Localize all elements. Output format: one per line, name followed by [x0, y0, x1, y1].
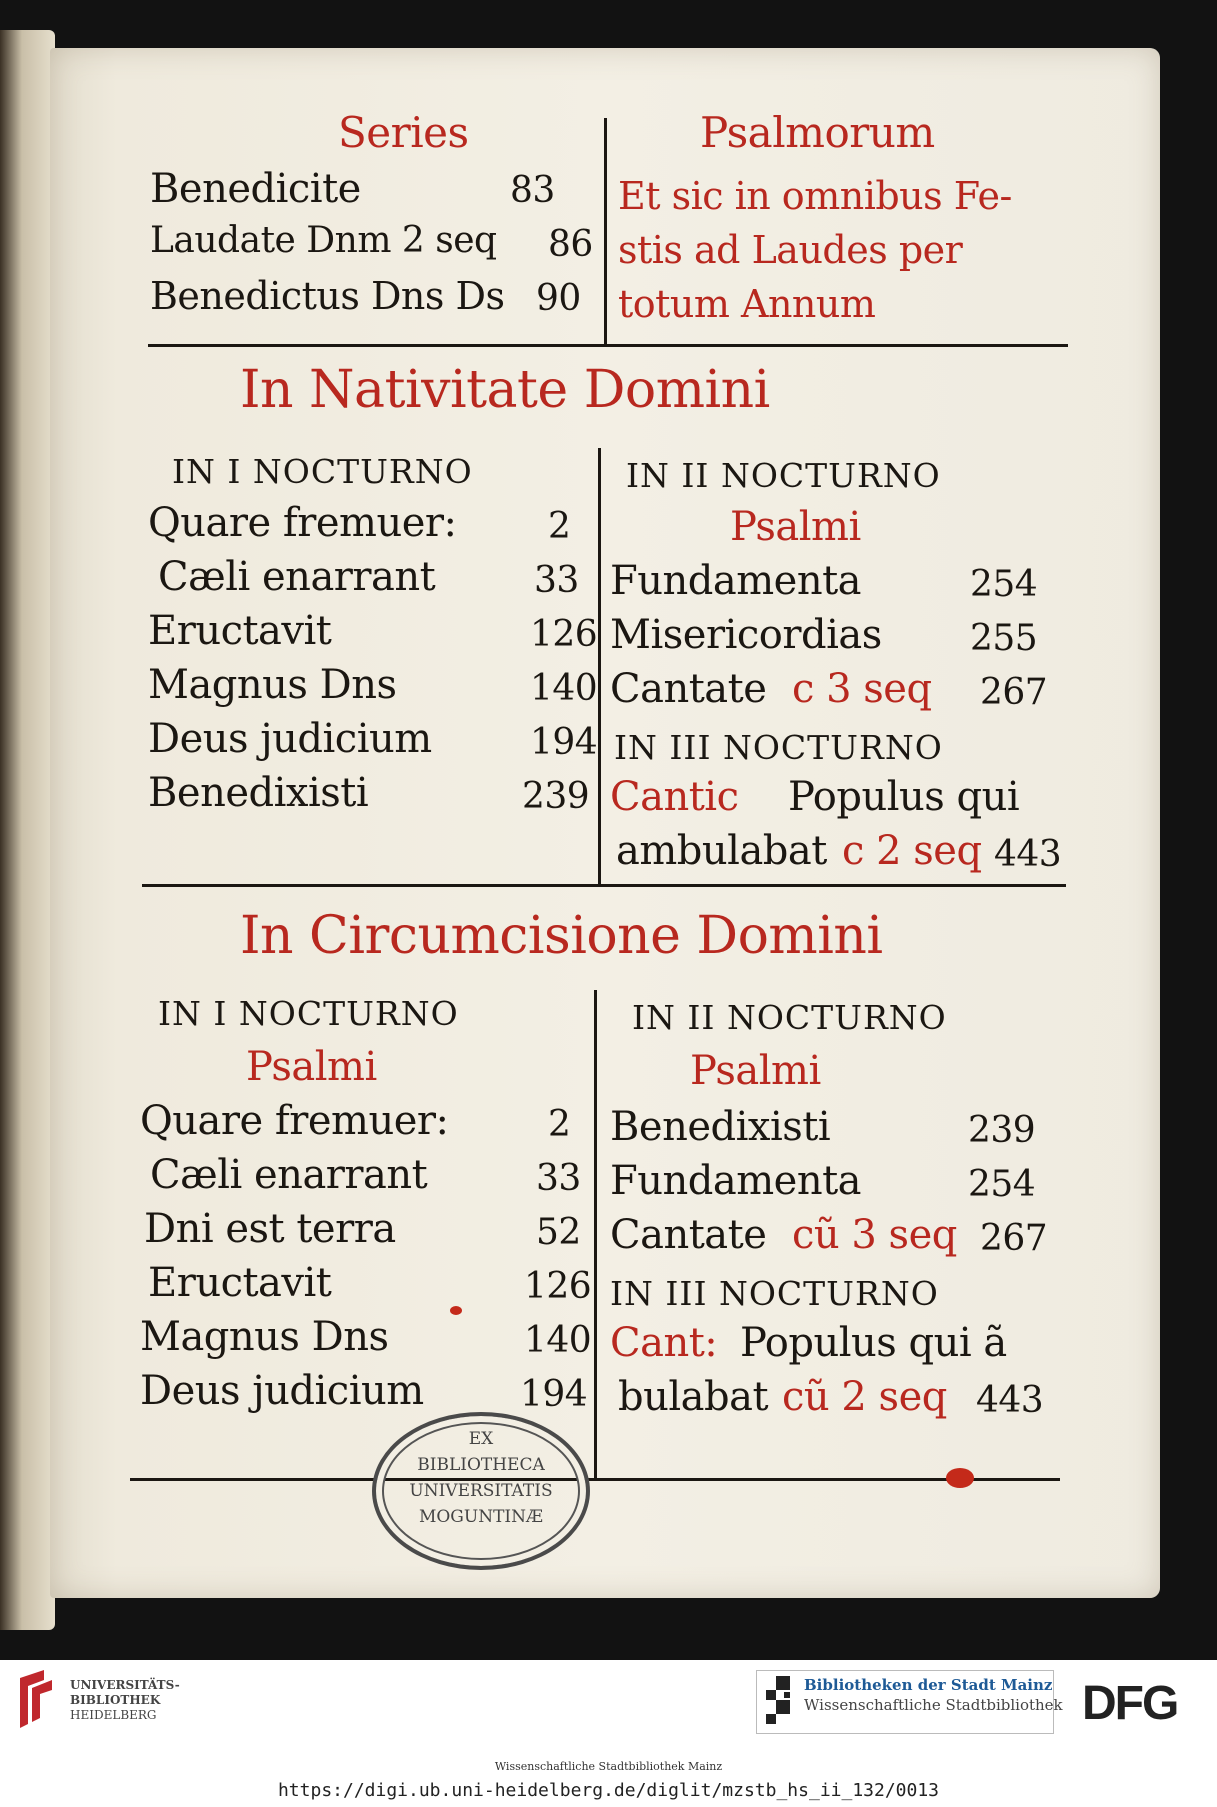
- psalm-num: 267: [980, 672, 1048, 713]
- psalm-row: Dni est terra: [144, 1206, 396, 1252]
- cantic-rubric: Cantic: [610, 774, 739, 820]
- section-rule: [142, 884, 1066, 887]
- rubric-line: stis ad Laudes per: [618, 228, 963, 272]
- psalm-row: Magnus Dns: [140, 1314, 389, 1360]
- rubric-line: Et sic in omnibus Fe-: [618, 174, 1012, 218]
- column-divider: [598, 448, 601, 884]
- series-heading: Series: [338, 108, 469, 157]
- permalink-url[interactable]: https://digi.ub.uni-heidelberg.de/diglit/mzstb_hs_ii_132/0013: [277, 1780, 940, 1801]
- series-num: 86: [548, 224, 593, 265]
- footer-caption: Wissenschaftliche Stadtbibliothek Mainz: [494, 1760, 723, 1773]
- psalm-num: 194: [530, 722, 598, 763]
- psalm-row: Quare fremuer:: [140, 1098, 449, 1144]
- psalm-rubric: c 3 seq: [792, 666, 932, 712]
- series-num: 83: [510, 170, 555, 211]
- uni-text: BIBLIOTHEK: [70, 1693, 161, 1707]
- psalm-num: 443: [976, 1380, 1044, 1421]
- stamp-text: BIBLIOTHECA: [417, 1455, 545, 1475]
- cantic-text: Populus qui ã: [740, 1320, 1007, 1366]
- psalm-num: 239: [522, 776, 590, 817]
- uni-text: UNIVERSITÄTS-: [70, 1678, 180, 1692]
- psalm-num: 140: [524, 1320, 592, 1361]
- psalm-num: 52: [536, 1212, 581, 1253]
- psalm-row: Cæli enarrant: [158, 554, 436, 600]
- psalm-row: Eructavit: [148, 608, 332, 654]
- psalm-num: 194: [520, 1374, 588, 1415]
- psalm-row: Magnus Dns: [148, 662, 397, 708]
- cantic-rubric: c 2 seq: [842, 828, 982, 874]
- nocturn-heading: IN I NOCTURNO: [172, 452, 473, 491]
- psalm-row: Deus judicium: [140, 1368, 424, 1414]
- psalmi-label: Psalmi: [730, 504, 861, 550]
- ink-blot: [946, 1468, 974, 1488]
- mainz-line2: Wissenschaftliche Stadtbibliothek: [804, 1696, 1063, 1714]
- psalm-row: Misericordias: [610, 612, 882, 658]
- psalm-num: 267: [980, 1218, 1048, 1259]
- mainz-line1: Bibliotheken der Stadt Mainz: [804, 1676, 1053, 1694]
- cantic-text: Populus qui: [788, 774, 1020, 820]
- series-num: 90: [536, 278, 581, 319]
- cantic-rubric: cũ 2 seq: [782, 1374, 947, 1420]
- nocturn-heading: IN II NOCTURNO: [626, 456, 941, 495]
- psalmi-label: Psalmi: [690, 1048, 821, 1094]
- mainz-wheel-icon: [762, 1674, 794, 1728]
- psalm-num: 443: [994, 834, 1062, 875]
- psalmi-label: Psalmi: [246, 1044, 377, 1090]
- cantic-rubric: Cant:: [610, 1320, 718, 1366]
- book-binding-edge: [0, 30, 55, 1630]
- psalm-row: Quare fremuer:: [148, 500, 457, 546]
- nocturn-heading: IN III NOCTURNO: [610, 1274, 939, 1313]
- stamp-text: UNIVERSITATIS: [409, 1481, 553, 1501]
- nocturn-heading: IN III NOCTURNO: [614, 728, 943, 767]
- psalm-row: Fundamenta: [610, 1158, 862, 1204]
- column-divider: [594, 990, 597, 1480]
- psalm-row: Deus judicium: [148, 716, 432, 762]
- nocturn-heading: IN I NOCTURNO: [158, 994, 459, 1033]
- section-title: In Nativitate Domini: [240, 360, 770, 420]
- ink-blot: [450, 1306, 462, 1315]
- cantic-text: ambulabat: [616, 828, 827, 874]
- stamp-text: MOGUNTINÆ: [418, 1507, 544, 1527]
- psalm-row: Benedixisti: [148, 770, 369, 816]
- psalm-num: 126: [524, 1266, 592, 1307]
- psalm-num: 255: [970, 618, 1038, 659]
- psalm-row: Benedixisti: [610, 1104, 831, 1150]
- library-stamp: [372, 1412, 590, 1570]
- psalm-num: 2: [548, 506, 571, 547]
- psalm-num: 254: [970, 564, 1038, 605]
- psalm-num: 126: [530, 614, 598, 655]
- psalmorum-heading: Psalmorum: [700, 108, 935, 157]
- nocturn-heading: IN II NOCTURNO: [632, 998, 947, 1037]
- university-library-name[interactable]: [70, 1678, 180, 1723]
- psalm-row: Cantate: [610, 1212, 767, 1258]
- section-rule: [130, 1478, 1060, 1481]
- section-title: In Circumcisione Domini: [240, 906, 883, 966]
- psalm-row: Cantate: [610, 666, 767, 712]
- section-rule: [148, 344, 1068, 347]
- psalm-num: 239: [968, 1110, 1036, 1151]
- stamp-text: EX: [468, 1429, 494, 1449]
- psalm-num: 254: [968, 1164, 1036, 1205]
- psalm-num: 2: [548, 1104, 571, 1145]
- uni-text: HEIDELBERG: [70, 1708, 157, 1722]
- psalm-num: 33: [536, 1158, 581, 1199]
- psalm-rubric: cũ 3 seq: [792, 1212, 957, 1258]
- psalm-num: 140: [530, 668, 598, 709]
- psalm-row: Eructavit: [148, 1260, 332, 1306]
- series-row: Benedictus Dns Ds: [150, 274, 505, 318]
- psalm-row: Cæli enarrant: [150, 1152, 428, 1198]
- dfg-logo[interactable]: DFG: [1082, 1677, 1178, 1730]
- series-row: Laudate Dnm 2 seq: [150, 220, 497, 261]
- psalm-num: 33: [534, 560, 579, 601]
- rubric-line: totum Annum: [618, 282, 876, 326]
- series-row: Benedicite: [150, 166, 361, 212]
- cantic-text: bulabat: [618, 1374, 769, 1420]
- university-library-logo-icon[interactable]: [14, 1668, 58, 1732]
- psalm-row: Fundamenta: [610, 558, 862, 604]
- column-divider: [604, 118, 607, 346]
